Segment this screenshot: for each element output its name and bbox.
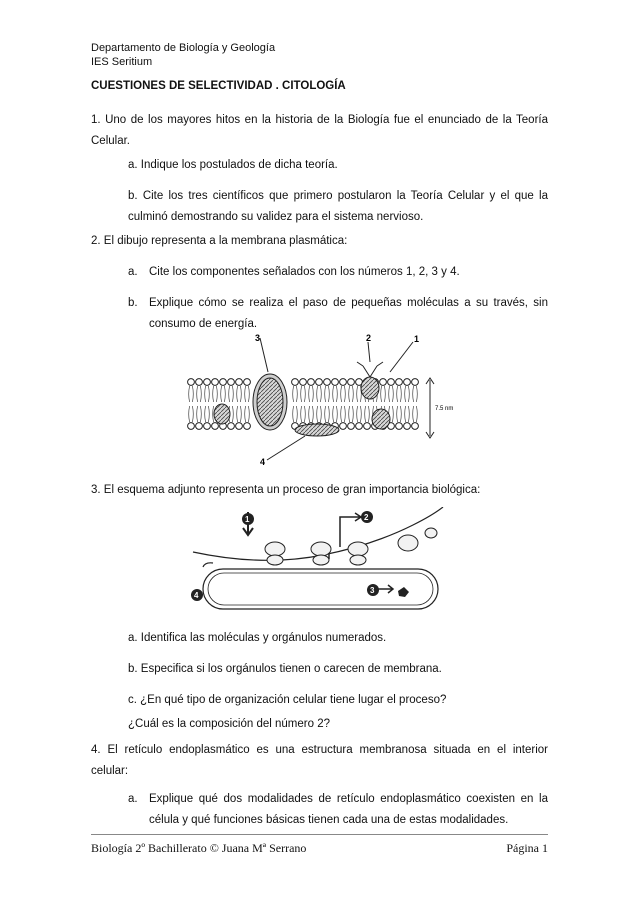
- ribosome-2-small: [313, 555, 329, 565]
- lipid-tail: [357, 386, 362, 422]
- lipid-head: [388, 379, 395, 386]
- question-2-b-text: Explique cómo se realiza el paso de pequeñas moléculas a su través, sin consumo de energía.: [149, 297, 548, 330]
- lipid-tail: [293, 386, 298, 422]
- header-school: IES Seritium: [91, 56, 153, 68]
- question-4-a-label: a.: [128, 793, 138, 805]
- lipid-head: [396, 423, 403, 430]
- lipid-head: [316, 379, 323, 386]
- ribosome-3-small: [350, 555, 366, 565]
- lipid-head: [340, 423, 347, 430]
- header-department: Departamento de Biología y Geología: [91, 42, 276, 54]
- lipid-tail: [301, 386, 306, 422]
- question-3: 3. El esquema adjunto representa un proceso de gran importancia biológica:: [91, 484, 481, 496]
- lipid-head: [212, 379, 219, 386]
- question-2: 2. El dibujo representa a la membrana plasmática:: [91, 235, 348, 247]
- lipid-tail: [349, 386, 354, 422]
- lipid-tail: [405, 386, 410, 422]
- fig3-label-4: 4: [194, 591, 199, 600]
- lipid-tail: [197, 386, 202, 422]
- lipid-tail: [333, 386, 338, 422]
- lipid-head: [396, 379, 403, 386]
- lipid-head: [188, 423, 195, 430]
- lipid-head: [332, 379, 339, 386]
- lipid-head: [228, 379, 235, 386]
- lipid-head: [412, 379, 419, 386]
- lipid-tail: [205, 386, 210, 422]
- question-4-a-text: Explique qué dos modalidades de retículo endoplasmático coexisten en la célula y qué funciones básicas tienen cada una de estas modalidades.: [149, 793, 548, 826]
- protein-small-right: [372, 409, 390, 429]
- lipid-head: [204, 423, 211, 430]
- lipid-head: [188, 379, 195, 386]
- ribosome-2-large: [311, 542, 331, 556]
- bracket-4: [203, 563, 213, 567]
- thickness-bracket: [426, 378, 434, 438]
- question-3-c2: ¿Cuál es la composición del número 2?: [128, 718, 330, 730]
- fig3-label-3: 3: [370, 586, 375, 595]
- lipid-head: [220, 379, 227, 386]
- label-1: 1: [414, 334, 420, 344]
- ribosome-1-small: [267, 555, 283, 565]
- question-3-a: a. Identifica las moléculas y orgánulos numerados.: [128, 632, 387, 644]
- arrow-3: [378, 585, 393, 593]
- lipid-head: [300, 379, 307, 386]
- lipid-head: [228, 423, 235, 430]
- protein-small-left: [214, 404, 230, 424]
- lipid-head: [356, 423, 363, 430]
- lipid-tail: [309, 386, 314, 422]
- question-2-a-label: a.: [128, 266, 138, 278]
- lipid-tail: [317, 386, 322, 422]
- translation-diagram: [183, 507, 455, 615]
- carbohydrate-chain: [357, 362, 383, 377]
- fig3-label-1: 1: [245, 515, 250, 524]
- page-title: CUESTIONES DE SELECTIVIDAD . CITOLOGÍA: [91, 80, 346, 92]
- lipid-tail: [325, 386, 330, 422]
- lipid-head: [292, 379, 299, 386]
- footer-left: Biología 2º Bachillerato © Juana Mª Serrano: [91, 841, 307, 855]
- lipid-head: [348, 423, 355, 430]
- ribosome-3-large: [348, 542, 368, 556]
- ribosome-1-large: [265, 542, 285, 556]
- free-subunit-small: [425, 528, 437, 538]
- lipid-tail: [189, 386, 194, 422]
- thickness-label: 7.5 nm: [435, 406, 454, 412]
- lipid-head: [324, 379, 331, 386]
- arrow-4: [267, 436, 305, 460]
- lipid-tail: [413, 386, 418, 422]
- arrow-1: [390, 342, 413, 372]
- question-3-c: c. ¿En qué tipo de organización celular tiene lugar el proceso?: [128, 694, 447, 706]
- protein-product: [398, 587, 409, 597]
- phospholipid-heads-top: [188, 379, 419, 386]
- arrow-2: [368, 342, 370, 362]
- lipid-head: [196, 379, 203, 386]
- question-1: 1. Uno de los mayores hitos en la historia de la Biología fue el enunciado de la Teoría Celular.: [91, 114, 548, 147]
- question-1-a: a. Indique los postulados de dicha teoría.: [128, 159, 338, 171]
- question-2-a-text: Cite los componentes señalados con los números 1, 2, 3 y 4.: [149, 266, 460, 278]
- peripheral-protein: [295, 424, 339, 436]
- label-4: 4: [260, 457, 266, 467]
- lipid-tail: [237, 386, 242, 422]
- label-2: 2: [366, 333, 372, 343]
- integral-protein-hatch: [257, 378, 283, 426]
- lipid-head: [244, 379, 251, 386]
- footer-page-number: Página 1: [506, 841, 548, 855]
- question-1-b: b. Cite los tres científicos que primero postularon la Teoría Celular y el que la culminó demostrando su validez para el sistema nervioso.: [128, 190, 548, 223]
- lipid-head: [244, 423, 251, 430]
- lipid-head: [236, 379, 243, 386]
- lipid-head: [308, 379, 315, 386]
- question-2-b-label: b.: [128, 297, 138, 309]
- lipid-head: [212, 423, 219, 430]
- fig3-label-2: 2: [364, 513, 369, 522]
- lipid-head: [404, 423, 411, 430]
- lipid-tail: [245, 386, 250, 422]
- cell-compartment-inner: [208, 573, 433, 605]
- lipid-head: [236, 423, 243, 430]
- lipid-head: [348, 379, 355, 386]
- membrane-diagram: [185, 332, 460, 467]
- arrow-3: [260, 338, 268, 372]
- label-3: 3: [255, 333, 261, 343]
- question-3-b: b. Especifica si los orgánulos tienen o carecen de membrana.: [128, 663, 442, 675]
- lipid-head: [204, 379, 211, 386]
- lipid-tail: [397, 386, 402, 422]
- lipid-head: [340, 379, 347, 386]
- free-subunit-large: [398, 535, 418, 551]
- lipid-head: [364, 423, 371, 430]
- footer-divider: [91, 834, 548, 835]
- lipid-head: [412, 423, 419, 430]
- glycoprotein: [361, 377, 379, 399]
- question-4: 4. El retículo endoplasmático es una estructura membranosa situada en el interior celular:: [91, 744, 548, 777]
- lipid-head: [380, 379, 387, 386]
- lipid-head: [196, 423, 203, 430]
- lipid-head: [404, 379, 411, 386]
- lipid-tail: [341, 386, 346, 422]
